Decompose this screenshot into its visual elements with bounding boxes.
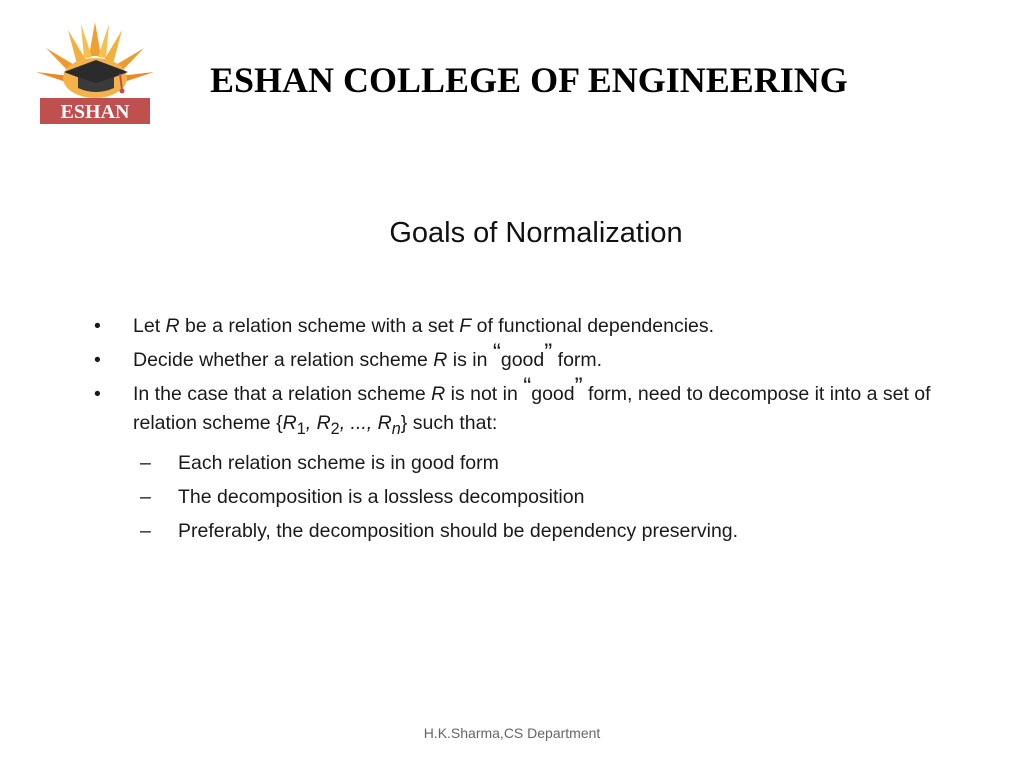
sub-bullet-marker: – [140, 519, 151, 542]
sub-bullet-item [94, 483, 954, 512]
sub-bullet-marker: – [140, 485, 151, 508]
sub-bullet-text: Each relation scheme is in good form [178, 451, 499, 474]
bullet-marker: • [94, 383, 101, 405]
college-name: ESHAN COLLEGE OF ENGINEERING [210, 60, 848, 100]
bullet-text: Decide whether a relation scheme R is in “good” form. [133, 339, 603, 371]
slide-title: Goals of Normalization [389, 217, 683, 249]
bullet-marker: • [94, 349, 101, 371]
bullet-marker: • [94, 315, 101, 337]
bullet-item [94, 312, 954, 341]
slide-content [94, 312, 954, 551]
sub-bullet-marker: – [140, 451, 151, 474]
bullet-text: In the case that a relation scheme R is not in “good” form, need to decompose it into a set of relation scheme {$R_1$, $R_2$, ..., $R_n$} such that: [133, 373, 931, 438]
bullet-item [94, 373, 954, 444]
sub-bullet-item [94, 517, 954, 546]
college-logo [34, 20, 156, 126]
logo-text: ESHAN [60, 101, 130, 123]
college-logo-graphic [34, 20, 156, 126]
footer-credit: H.K.Sharma,CS Department [423, 725, 601, 741]
sub-bullet-text: Preferably, the decomposition should be dependency preserving. [178, 519, 739, 542]
sub-bullet-text: The decomposition is a lossless decomposition [178, 485, 585, 508]
bullet-item [94, 339, 954, 375]
bullet-text: Let R be a relation scheme with a set F of functional dependencies. [133, 315, 715, 337]
sub-bullet-item [94, 449, 954, 478]
